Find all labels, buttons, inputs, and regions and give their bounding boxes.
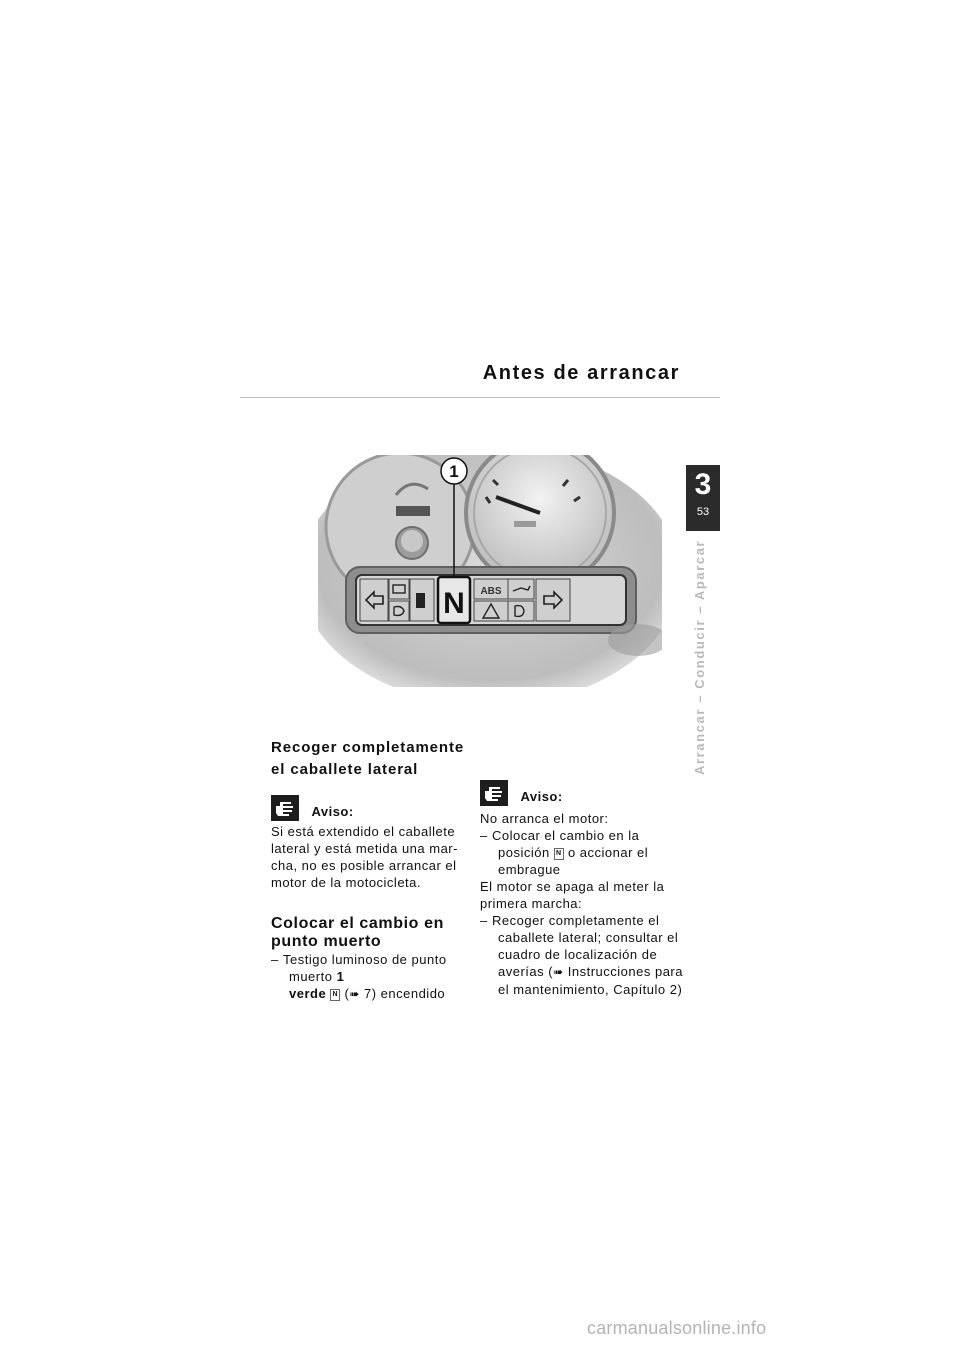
neutral-symbol-icon: N <box>554 848 564 860</box>
section2 <box>271 915 471 1003</box>
cross-reference-arrow-icon: ➠ <box>553 965 564 979</box>
reference-number: 1 <box>336 969 345 984</box>
left-column <box>271 737 471 781</box>
instrument-cluster-figure <box>318 455 662 687</box>
note2-label: Aviso: <box>520 789 563 804</box>
right-column <box>480 780 685 998</box>
note1-label: Aviso: <box>311 804 354 819</box>
note1 <box>271 795 471 891</box>
note1-line-2: lateral y está metida una mar- <box>271 841 458 856</box>
page-title: Antes de arrancar <box>482 362 680 384</box>
callout-number: 1 <box>449 462 459 481</box>
list-item: – Colocar el cambio en la posición N o accionar el embrague <box>480 828 649 877</box>
section1-heading-line2: el caballete lateral <box>271 761 419 778</box>
chapter-number: 3 <box>694 468 712 501</box>
note1-line-3: cha, no es posible arrancar el <box>271 858 457 873</box>
title-divider <box>240 397 720 398</box>
note-hand-icon <box>480 780 508 806</box>
chapter-side-label: Arrancar – Conducir – Aparcar <box>692 539 707 775</box>
intro-line-2b: primera marcha: <box>480 896 583 911</box>
list-item: – Testigo luminoso de punto muerto 1 verde N (➠ 7) encendido <box>271 952 447 1001</box>
neutral-indicator-letter: N <box>443 587 465 620</box>
note-hand-icon <box>271 795 299 821</box>
note1-line-1: Si está extendido el caballete <box>271 824 456 839</box>
chapter-tab <box>686 465 720 531</box>
intro-line-1: No arranca el motor: <box>480 811 609 826</box>
intro-line-2a: El motor se apaga al meter la <box>480 879 665 894</box>
watermark: carmanualsonline.info <box>587 1318 767 1338</box>
note1-line-4: motor de la motocicleta. <box>271 875 422 890</box>
section2-heading-line1: Colocar el cambio en <box>271 915 444 932</box>
list-item: – Recoger completamente el caballete lateral; consultar el cuadro de localización de averías (➠ Instrucciones para el mantenimiento, Capítulo 2) <box>480 913 683 997</box>
section2-heading-line2: punto muerto <box>271 933 382 950</box>
abs-label: ABS <box>480 586 502 597</box>
page-number: 53 <box>696 506 710 518</box>
color-word: verde <box>289 986 327 1001</box>
neutral-symbol-icon: N <box>330 989 340 1001</box>
section1-heading-line1: Recoger completamente <box>271 739 465 756</box>
cross-reference-arrow-icon: ➠ <box>349 987 360 1001</box>
